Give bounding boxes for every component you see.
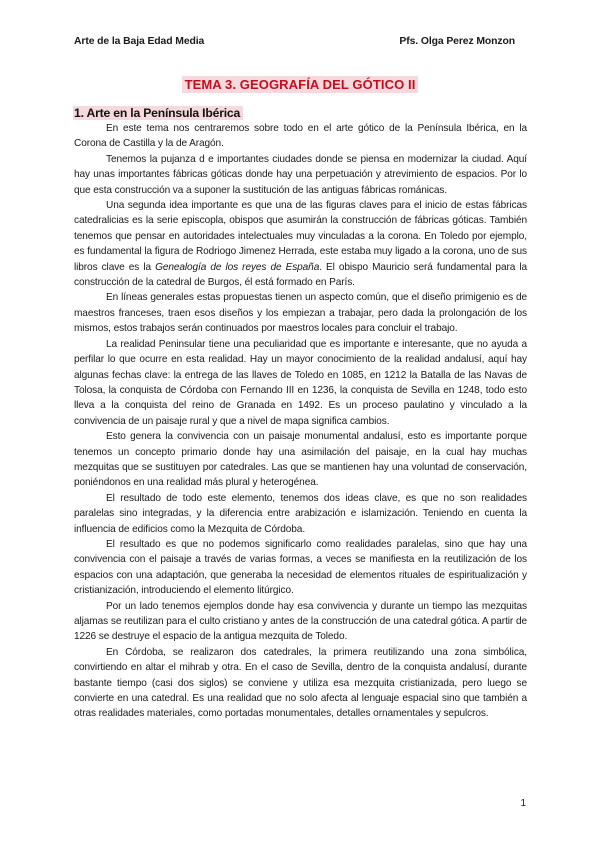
page-number: 1: [520, 798, 526, 809]
paragraph: [74, 198, 527, 290]
paragraph-text: Una segunda idea importante es que una de las figuras claves para el inicio de estas fábricas catedralicias es la serie episcopla, obispos que asumirán la construcción de fábricas góticas. También tenemos que pensar en autoridades intelectuales muy vinculadas a la corona. En Toledo por ejemplo, es fundamental la figura de Rodriogo Jimenez Herrada, este estaba muy ligado a la corona, uno de sus libros clave es la: [74, 200, 527, 273]
section-body: [74, 121, 527, 722]
paragraph: La realidad Peninsular tiene una peculiaridad que es importante e interesante, que no ayuda a perfilar lo que ocurre en esta realidad. Hay un mayor conocimiento de la realidad andalusí, aquí hay algunas fechas clave: la entrega de las llaves de Toledo en 1085, en 1212 la Batalla de las Navas de Tolosa, la conquista de Córdoba con Fernando III en 1236, la conquista de Sevilla en 1248, todo esto lleva a la conquista del reino de Granada en 1492. Es un proceso paulatino y vinculado a la convivencia de un paisaje rural y que a nivel de mapa significa cambios.: [74, 338, 527, 427]
paragraph-text-tail: . El obispo Mauricio será fundamental para la construcción de la catedral de Burgos, él está formado en París.: [74, 261, 527, 289]
section-heading: 1. Arte en la Península Ibérica: [73, 106, 243, 120]
paragraph: En Córdoba, se realizaron dos catedrales, la primera reutilizando una zona simbólica, convirtiendo en altar el mihrab y otra. En el caso de Sevilla, dentro de la conquista andalusí, durante bastante tiempo (casi dos siglos) se conviene y utiliza esa mezquita cristianizada, pero luego se convierte en una catedral. Es una realidad que no solo afecta al lenguaje espacial sino que también a otras realidades materiales, como portadas monumentales, detalles ornamentales y sepulcros.: [74, 646, 527, 720]
page-title: TEMA 3. GEOGRAFÍA DEL GÓTICO II: [182, 76, 419, 93]
paragraph: En este tema nos centraremos sobre todo en el arte gótico de la Península Ibérica, en la Corona de Castilla y la de Aragón.: [74, 123, 527, 150]
paragraph: En líneas generales estas propuestas tienen un aspecto común, que el diseño primigenio es de maestros franceses, traen esos diseños y los empiezan a trabajar, pero dada la prolongación de los mismos, estos trabajos serán continuados por maestros locales para concluir el trabajo.: [74, 292, 527, 335]
paragraph: Por un lado tenemos ejemplos donde hay esa convivencia y durante un tiempo las mezquitas aljamas se reutilizan para el culto cristiano y antes de la construcción de una catedral gótica. A partir de 1226 se destruye el espacio de la antigua mezquita de Toledo.: [74, 600, 527, 643]
header-course-title: Arte de la Baja Edad Media: [74, 36, 205, 47]
paragraph: Tenemos la pujanza d e importantes ciudades donde se piensa en modernizar la ciudad. Aquí hay unas importantes fábricas góticas donde hay una perpetuación y atrevimiento de espacios. Por lo que esta construcción va a suponer la sustitución de las antiguas fábricas románicas.: [74, 153, 527, 196]
title-container: [0, 76, 600, 94]
paragraph: El resultado de todo este elemento, tenemos dos ideas clave, es que no son realidades paralelas sino integradas, y la diferencia entre arabización e islamización. Teniendo en cuenta la influencia de edificios como la Mezquita de Córdoba.: [74, 492, 527, 535]
header-professor: Pfs. Olga Perez Monzon: [399, 36, 515, 47]
paragraph: Esto genera la convivencia con un paisaje monumental andalusí, esto es importante porque tenemos un concepto primario donde hay una asimilación del paisaje, en la cual hay muchas mezquitas que se sustituyen por catedrales. Las que se mantienen hay una voluntad de conservación, poniéndonos en una realidad más plural y heterogénea.: [74, 431, 527, 489]
book-title: Genealogía de los reyes de España: [155, 261, 320, 273]
paragraph: El resultado es que no podemos significarlo como realidades paralelas, sino que hay una convivencia con el paisaje a través de varias formas, a veces se manifiesta en la reutilización de los espacios con una adaptación, que generaba la necesidad de elementos rituales de espiritualización y cristianización, introduciendo el elemento litúrgico.: [74, 538, 527, 597]
